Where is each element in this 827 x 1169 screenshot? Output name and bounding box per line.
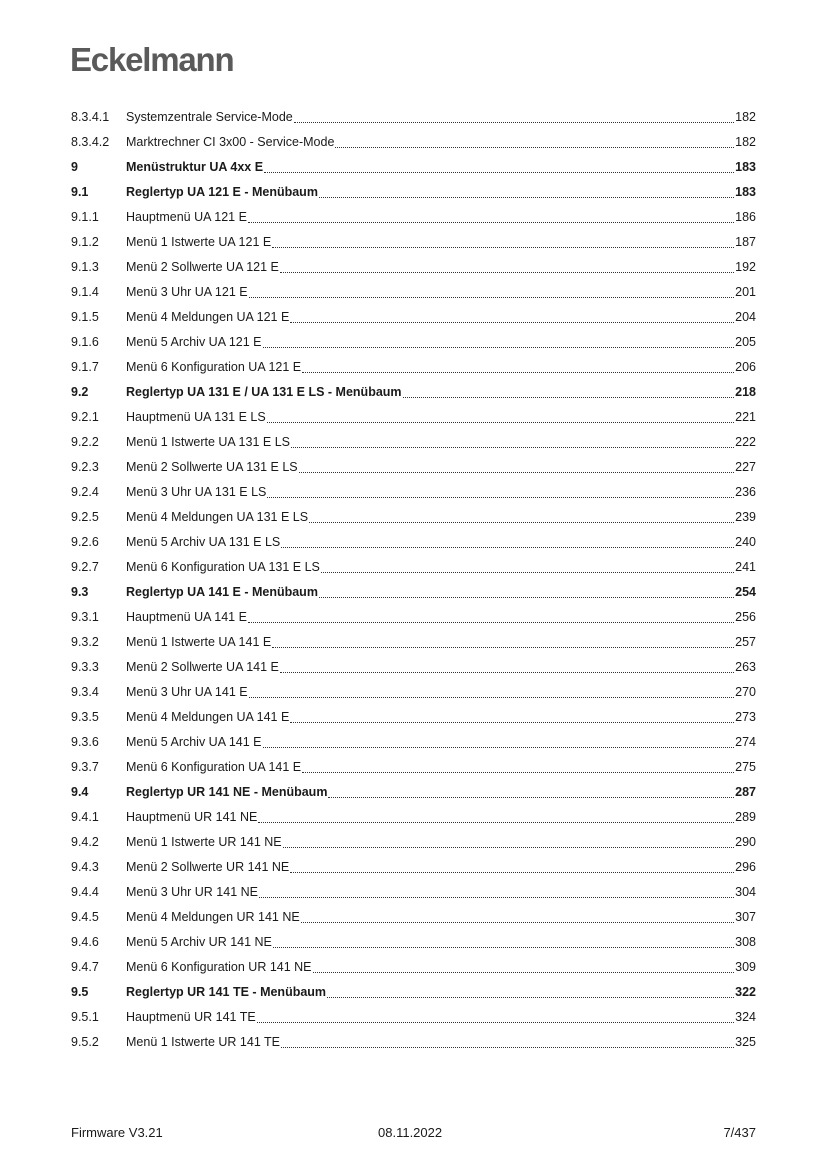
toc-entry-title: Hauptmenü UR 141 TE [126,1010,256,1024]
toc-entry-page: 236 [735,485,756,499]
toc-entry-number: 9.1.7 [71,360,99,374]
toc-entry-number: 8.3.4.2 [71,135,110,149]
toc-entry[interactable] [71,430,756,455]
toc-dot-leader [248,222,734,223]
toc-entry-page: 206 [735,360,756,374]
toc-entry[interactable] [71,380,756,405]
toc-entry[interactable] [71,455,756,480]
toc-entry[interactable] [71,130,756,155]
toc-entry-title: Menü 4 Meldungen UA 141 E [126,710,290,724]
toc-entry[interactable] [71,180,756,205]
toc-entry-number: 9.4 [71,785,89,799]
toc-entry-title: Hauptmenü UA 141 E [126,610,247,624]
toc-entry-page: 274 [735,735,756,749]
toc-entry-number: 9.1.4 [71,285,99,299]
toc-dot-leader [302,372,734,373]
toc-entry-number: 9.2.7 [71,560,99,574]
toc-entry-number: 9.4.1 [71,810,99,824]
toc-entry-number: 9.4.5 [71,910,99,924]
toc-entry-page: 222 [735,435,756,449]
toc-entry[interactable] [71,830,756,855]
toc-entry-number: 9.1.1 [71,210,99,224]
toc-entry-number: 9.5.1 [71,1010,99,1024]
toc-dot-leader [259,897,734,898]
toc-entry[interactable] [71,1005,756,1030]
toc-entry-number: 9.4.3 [71,860,99,874]
toc-entry-title: Menü 1 Istwerte UA 141 E [126,635,272,649]
toc-entry[interactable] [71,605,756,630]
footer-firmware: Firmware V3.21 [71,1125,163,1140]
toc-entry-number: 9.3.3 [71,660,99,674]
toc-entry-title: Menü 4 Meldungen UR 141 NE [126,910,300,924]
toc-dot-leader [267,497,734,498]
toc-entry-page: 182 [735,135,756,149]
toc-entry-page: 256 [735,610,756,624]
toc-dot-leader [281,547,734,548]
toc-entry[interactable] [71,105,756,130]
toc-dot-leader [280,272,734,273]
toc-entry-title: Menü 6 Konfiguration UA 131 E LS [126,560,320,574]
toc-entry[interactable] [71,805,756,830]
toc-dot-leader [283,847,735,848]
toc-entry-title: Menü 2 Sollwerte UA 141 E [126,660,279,674]
toc-entry-number: 9.4.2 [71,835,99,849]
toc-entry-number: 9.1.5 [71,310,99,324]
toc-entry[interactable] [71,155,756,180]
toc-dot-leader [291,447,734,448]
toc-dot-leader [258,822,734,823]
toc-entry-number: 9.2.4 [71,485,99,499]
toc-entry-number: 9.2.5 [71,510,99,524]
toc-entry[interactable] [71,1030,756,1055]
toc-entry-page: 218 [735,385,756,399]
footer-page-number: 7/437 [723,1125,756,1140]
toc-entry-title: Menü 5 Archiv UA 141 E [126,735,262,749]
toc-entry[interactable] [71,630,756,655]
toc-dot-leader [264,172,734,173]
toc-entry[interactable] [71,230,756,255]
toc-entry-title: Menü 3 Uhr UR 141 NE [126,885,259,899]
toc-entry[interactable] [71,905,756,930]
toc-dot-leader [272,647,734,648]
toc-entry[interactable] [71,580,756,605]
toc-entry-page: 263 [735,660,756,674]
page-footer [71,1123,756,1143]
table-of-contents [71,105,756,1055]
toc-entry-page: 304 [735,885,756,899]
toc-dot-leader [263,347,735,348]
toc-entry-title: Menü 1 Istwerte UR 141 TE [126,1035,281,1049]
toc-dot-leader [248,622,734,623]
toc-entry[interactable] [71,980,756,1005]
toc-entry-page: 324 [735,1010,756,1024]
toc-dot-leader [281,1047,734,1048]
toc-entry[interactable] [71,255,756,280]
toc-entry-title: Hauptmenü UA 121 E [126,210,247,224]
toc-dot-leader [328,797,734,798]
toc-entry[interactable] [71,680,756,705]
toc-entry-title: Hauptmenü UA 131 E LS [126,410,266,424]
toc-entry-page: 273 [735,710,756,724]
toc-dot-leader [290,322,734,323]
toc-entry-number: 9.1 [71,185,89,199]
toc-entry-title: Menü 5 Archiv UR 141 NE [126,935,272,949]
toc-dot-leader [327,997,734,998]
toc-entry-page: 183 [735,160,756,174]
toc-entry[interactable] [71,355,756,380]
toc-entry-page: 275 [735,760,756,774]
footer-date: 08.11.2022 [378,1125,443,1140]
toc-dot-leader [294,122,734,123]
toc-entry[interactable] [71,955,756,980]
toc-entry-number: 8.3.4.1 [71,110,110,124]
toc-entry-title: Menü 2 Sollwerte UA 131 E LS [126,460,298,474]
toc-entry-number: 9.1.2 [71,235,99,249]
toc-dot-leader [309,522,734,523]
toc-entry-number: 9.3.2 [71,635,99,649]
toc-entry-page: 221 [735,410,756,424]
toc-dot-leader [290,872,734,873]
toc-dot-leader [257,1022,734,1023]
toc-entry-title: Menü 3 Uhr UA 141 E [126,685,248,699]
toc-entry-title: Menü 3 Uhr UA 131 E LS [126,485,267,499]
toc-entry-page: 257 [735,635,756,649]
toc-dot-leader [302,772,734,773]
toc-entry-page: 309 [735,960,756,974]
toc-entry[interactable] [71,755,756,780]
toc-entry-page: 325 [735,1035,756,1049]
toc-entry-page: 289 [735,810,756,824]
toc-entry-title: Menü 1 Istwerte UA 121 E [126,235,272,249]
toc-entry[interactable] [71,505,756,530]
toc-entry-title: Reglertyp UR 141 TE - Menübaum [126,985,327,999]
toc-entry[interactable] [71,855,756,880]
toc-dot-leader [301,922,734,923]
toc-entry-page: 183 [735,185,756,199]
toc-entry-page: 204 [735,310,756,324]
toc-entry-title: Menü 5 Archiv UA 131 E LS [126,535,281,549]
toc-dot-leader [319,597,734,598]
toc-entry-page: 287 [735,785,756,799]
toc-dot-leader [290,722,734,723]
toc-dot-leader [299,472,735,473]
toc-entry-page: 186 [735,210,756,224]
toc-entry-page: 254 [735,585,756,599]
toc-entry-page: 241 [735,560,756,574]
toc-entry-title: Menü 4 Meldungen UA 121 E [126,310,290,324]
toc-entry-title: Menü 3 Uhr UA 121 E [126,285,248,299]
toc-entry-number: 9.1.6 [71,335,99,349]
toc-entry-title: Menü 2 Sollwerte UA 121 E [126,260,279,274]
toc-dot-leader [403,397,735,398]
toc-entry-page: 308 [735,935,756,949]
toc-entry-page: 205 [735,335,756,349]
toc-entry[interactable] [71,930,756,955]
toc-entry[interactable] [71,730,756,755]
toc-entry-page: 239 [735,510,756,524]
toc-entry-title: Reglertyp UA 131 E / UA 131 E LS - Menübaum [126,385,402,399]
toc-entry-page: 187 [735,235,756,249]
toc-entry[interactable] [71,780,756,805]
toc-entry-title: Reglertyp UA 121 E - Menübaum [126,185,318,199]
toc-entry-title: Menü 6 Konfiguration UA 141 E [126,760,302,774]
toc-entry-number: 9.3 [71,585,89,599]
toc-entry-page: 192 [735,260,756,274]
toc-entry-number: 9.3.7 [71,760,99,774]
toc-entry[interactable] [71,880,756,905]
toc-entry-number: 9.4.4 [71,885,99,899]
toc-dot-leader [267,422,734,423]
toc-entry-title: Marktrechner CI 3x00 - Service-Mode [126,135,335,149]
toc-entry-title: Menü 1 Istwerte UA 131 E LS [126,435,290,449]
toc-entry-title: Menüstruktur UA 4xx E [126,160,264,174]
toc-entry-number: 9.3.6 [71,735,99,749]
toc-dot-leader [249,297,735,298]
toc-entry[interactable] [71,205,756,230]
toc-entry-title: Menü 1 Istwerte UR 141 NE [126,835,282,849]
toc-entry-number: 9.2.6 [71,535,99,549]
toc-entry-number: 9.4.7 [71,960,99,974]
toc-dot-leader [319,197,734,198]
toc-entry[interactable] [71,555,756,580]
toc-entry[interactable] [71,705,756,730]
toc-entry-title: Menü 5 Archiv UA 121 E [126,335,262,349]
toc-entry[interactable] [71,330,756,355]
toc-dot-leader [280,672,734,673]
toc-entry-title: Menü 4 Meldungen UA 131 E LS [126,510,309,524]
toc-entry-title: Menü 2 Sollwerte UR 141 NE [126,860,290,874]
toc-entry[interactable] [71,305,756,330]
toc-entry[interactable] [71,280,756,305]
toc-entry[interactable] [71,530,756,555]
toc-entry-number: 9.5.2 [71,1035,99,1049]
toc-dot-leader [313,972,735,973]
toc-entry[interactable] [71,480,756,505]
toc-entry-page: 307 [735,910,756,924]
toc-entry-page: 296 [735,860,756,874]
toc-entry-number: 9.5 [71,985,89,999]
toc-entry-title: Reglertyp UR 141 NE - Menübaum [126,785,328,799]
toc-entry-number: 9 [71,160,78,174]
eckelmann-logo: Eckelmann [70,41,234,78]
toc-entry[interactable] [71,655,756,680]
toc-entry-page: 201 [735,285,756,299]
toc-dot-leader [263,747,735,748]
toc-entry-title: Systemzentrale Service-Mode [126,110,293,124]
toc-dot-leader [321,572,734,573]
toc-entry-title: Menü 6 Konfiguration UR 141 NE [126,960,312,974]
toc-entry-number: 9.2 [71,385,89,399]
toc-entry-page: 182 [735,110,756,124]
toc-entry-number: 9.4.6 [71,935,99,949]
toc-entry-title: Menü 6 Konfiguration UA 121 E [126,360,302,374]
toc-dot-leader [273,947,734,948]
toc-entry-number: 9.2.1 [71,410,99,424]
toc-dot-leader [272,247,734,248]
toc-entry-page: 322 [735,985,756,999]
toc-entry-page: 240 [735,535,756,549]
toc-entry-page: 290 [735,835,756,849]
toc-entry-page: 227 [735,460,756,474]
toc-entry-number: 9.3.1 [71,610,99,624]
toc-entry-title: Reglertyp UA 141 E - Menübaum [126,585,318,599]
toc-entry-number: 9.1.3 [71,260,99,274]
toc-dot-leader [249,697,735,698]
toc-entry[interactable] [71,405,756,430]
toc-entry-number: 9.3.5 [71,710,99,724]
toc-entry-number: 9.2.2 [71,435,99,449]
toc-dot-leader [335,147,734,148]
toc-entry-number: 9.3.4 [71,685,99,699]
toc-entry-number: 9.2.3 [71,460,99,474]
toc-entry-title: Hauptmenü UR 141 NE [126,810,258,824]
toc-entry-page: 270 [735,685,756,699]
